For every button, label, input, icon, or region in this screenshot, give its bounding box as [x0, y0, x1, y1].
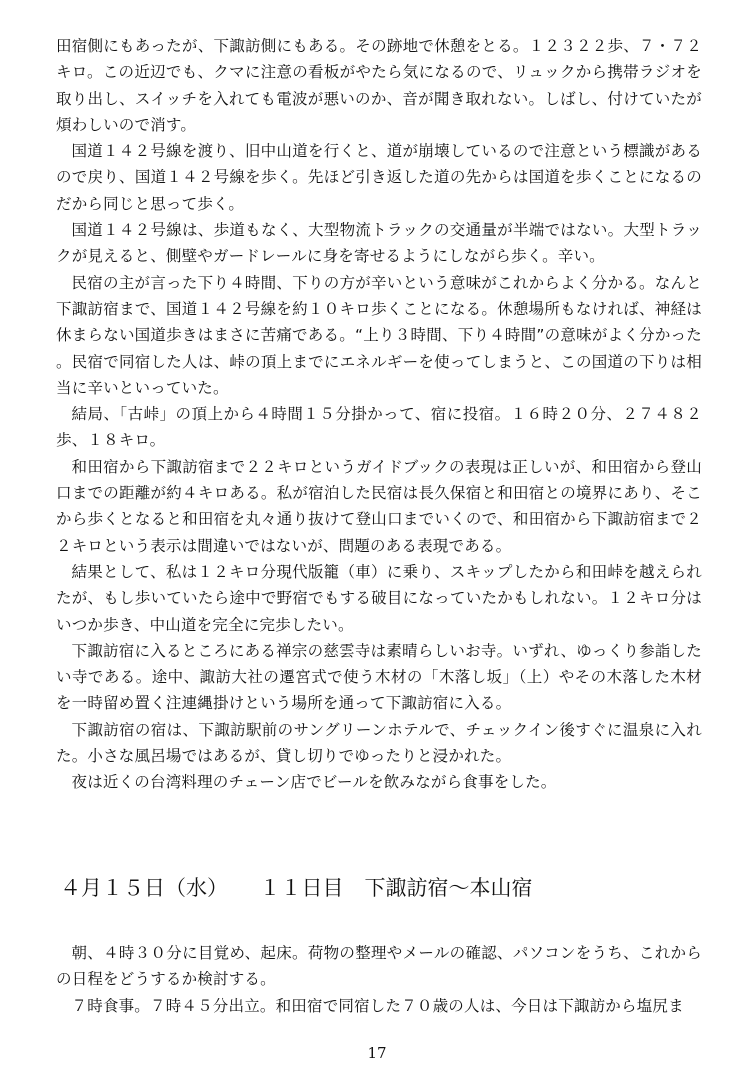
paragraph-dinner: 夜は近くの台湾料理のチェーン店でビールを飲みながら食事をした。 — [71, 773, 557, 792]
paragraph-morning: 朝、４時３０分に目覚め、起床。荷物の整理やメールの確認、パソコンをうち、これからの日程をどうするか検討する。 — [56, 944, 702, 989]
page-number: 17 — [367, 1044, 387, 1062]
paragraph-arrival: 結局、「古峠」の頂上から４時間１５分掛かって、宿に投宿。１６時２０分、２７４８２歩、１８キロ。 — [56, 405, 702, 450]
paragraph-result: 結果として、私は１２キロ分現代版籠（車）に乗り、スキップしたから和田峠を越えられたが、もし歩いていたら途中で野宿でもする破目になっていたかもしれない。１２キロ分はいつか歩き、中山道を完全に完歩したい。 — [56, 562, 702, 634]
paragraph-continuation: 田宿側にもあったが、下諏訪側にもある。その跡地で休憩をとる。１２３２２歩、７・７２キロ。この近辺でも、クマに注意の看板がやたら気になるので、リュックから携帯ラジオを取り出し、スイッチを入れても電波が悪いのか、音が聞き取れない。しばし、付けていたが煩わしいので消す。 — [56, 37, 702, 134]
lower-body-text — [56, 940, 702, 1019]
section-heading: ４月１５日（水） １１日目 下諏訪宿〜本山宿 — [60, 876, 533, 900]
upper-body-text — [56, 33, 702, 796]
paragraph-guidebook: 和田宿から下諏訪宿まで２２キロというガイドブックの表現は正しいが、和田宿から登山口までの距離が約４キロある。私が宿泊した民宿は長久保宿と和田宿との境界にあり、そこから歩くとなると和田宿を丸々通り抜けて登山口までいくので、和田宿から下諏訪宿まで２２キロという表示は間違いではないが、問題のある表現である。 — [56, 457, 702, 555]
paragraph-hotel: 下諏訪宿の宿は、下諏訪駅前のサングリーンホテルで、チェックイン後すぐに温泉に入れた。小さな風呂場ではあるが、貸し切りでゆったりと浸かれた。 — [56, 720, 702, 766]
paragraph-departure: ７時食事。７時４５分出立。和田宿で同宿した７０歳の人は、今日は下諏訪から塩尻ま — [71, 996, 684, 1015]
paragraph-jiunji-temple: 下諏訪宿に入るところにある禅宗の慈雲寺は素晴らしいお寺。いずれ、ゆっくり参詣したい寺である。途中、諏訪大社の遷宮式で使う木材の「木落し坂」（上）やその木落した木材を一時留め置く注連縄掛けという場所を通って下諏訪宿に入る。 — [56, 641, 702, 713]
paragraph-trucks: 国道１４２号線は、歩道もなく、大型物流トラックの交通量が半端ではない。大型トラックが見えると、側壁やガードレールに身を寄せるようにしながら歩く。辛い。 — [56, 221, 702, 266]
paragraph-route-142: 国道１４２号線を渡り、旧中山道を行くと、道が崩壊しているので注意という標識があるので戻り、国道１４２号線を歩く。先ほど引き返した道の先からは国道を歩くことになるのだから同じと思って歩く。 — [56, 142, 702, 213]
paragraph-descent: 民宿の主が言った下り４時間、下りの方が辛いという意味がこれからよく分かる。なんと下諏訪宿まで、国道１４２号線を約１０キロ歩くことになる。休憩場所もなければ、神経は休まらない国道歩きはまさに苦痛である。“上り３時間、下り４時間”の意味がよく分かった。民宿で同宿した人は、峠の頂上までにエネルギーを使ってしまうと、この国道の下りは相当に辛いといっていた。 — [56, 273, 702, 397]
